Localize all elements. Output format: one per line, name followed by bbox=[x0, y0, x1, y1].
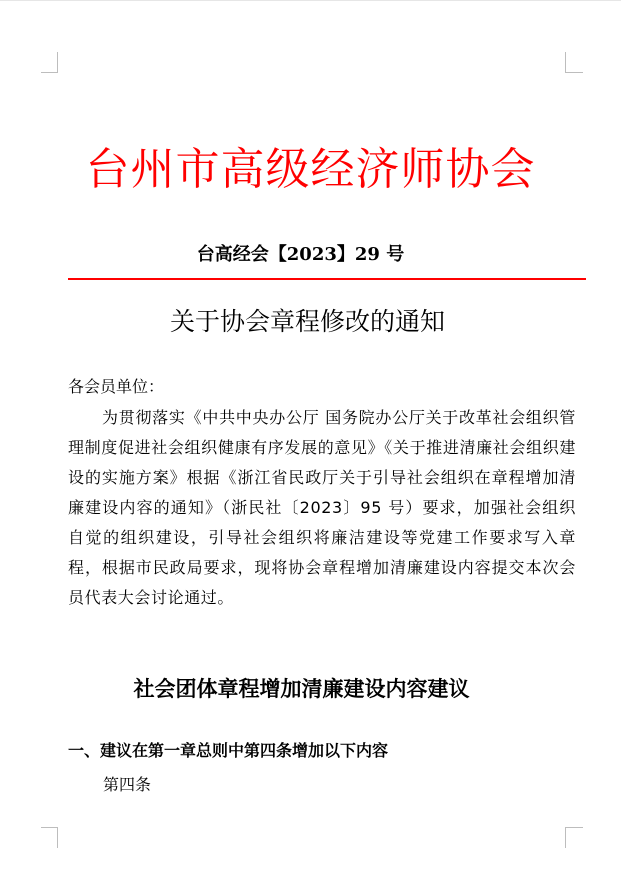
section-title: 社会团体章程增加清廉建设内容建议 bbox=[133, 676, 470, 701]
page-top-border bbox=[0, 0, 621, 1]
article-label: 第四条 bbox=[103, 775, 152, 794]
crop-mark-top-left bbox=[41, 52, 58, 73]
notice-title: 关于协会章程修改的通知 bbox=[169, 307, 445, 336]
salutation: 各会员单位： bbox=[68, 377, 165, 396]
organization-title: 台州市高级经济师协会 bbox=[85, 144, 536, 195]
document-number: 台高经会【2023】29 号 bbox=[196, 244, 405, 265]
body-paragraph: 为贯彻落实《中共中央办公厅 国务院办公厅关于改革社会组织管理制度促进社会组织健康有序发展的意见》《关于推进清廉社会组织建设的实施方案》根据《浙江省民政厅关于引导社会组织在章程增加清廉建设内容的通知》（浙民社〔2023〕95 号）要求，加强社会组织自觉的组织建设，引导社会组织将廉洁建设等党建工作要求写入章程，根据市民政局要求，现将协会章程增加清廉建设内容提交本次会员代表大会讨论通过。 bbox=[68, 408, 576, 607]
red-divider-rule bbox=[68, 278, 586, 280]
crop-mark-bottom-left bbox=[41, 827, 58, 848]
item-heading: 一、建议在第一章总则中第四条增加以下内容 bbox=[68, 741, 389, 760]
crop-mark-bottom-right bbox=[565, 827, 583, 848]
crop-mark-top-right bbox=[565, 52, 583, 73]
